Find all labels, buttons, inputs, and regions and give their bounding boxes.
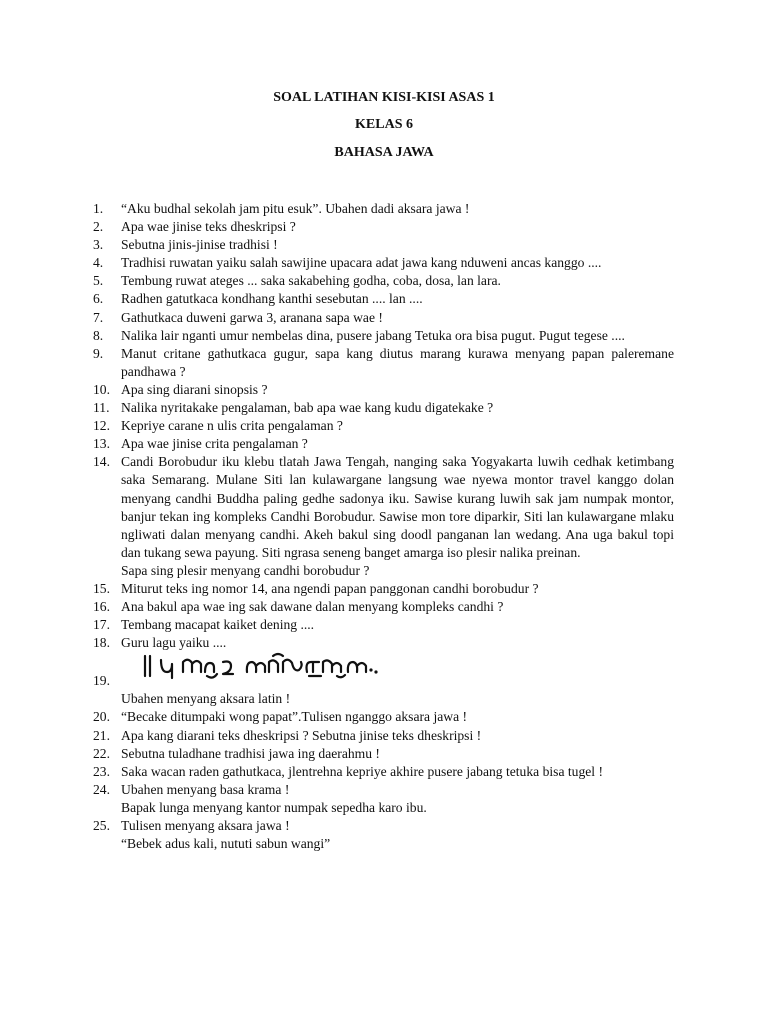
question-number: 11. <box>93 400 110 416</box>
question-item <box>93 817 674 853</box>
question-subtext: Bapak lunga menyang kantor numpak sepedha karo ibu. <box>121 799 427 815</box>
question-number: 8. <box>93 327 104 343</box>
question-text: Saka wacan raden gathutkaca, jlentrehna kepriye akhire pusere jabang tetuka bisa tugel ! <box>121 763 603 779</box>
question-number: 21. <box>93 727 110 743</box>
question-number: 20. <box>93 709 110 725</box>
question-text: Apa wae jinise crita pengalaman ? <box>121 436 308 452</box>
question-number: 4. <box>93 255 104 271</box>
question-text: Kepriye carane n ulis crita pengalaman ? <box>121 418 343 434</box>
question-text: Ana bakul apa wae ing sak dawane dalan menyang kompleks candhi ? <box>121 599 504 615</box>
question-text: Tradhisi ruwatan yaiku salah sawijine upacara adat jawa kang nduweni ancas kanggo .... <box>121 255 602 271</box>
question-text: Tembang macapat kaiket dening .... <box>121 617 315 633</box>
question-number: 6. <box>93 291 104 307</box>
question-number: 18. <box>93 635 110 651</box>
question-item <box>93 290 674 308</box>
question-text: Manut critane gathutkaca gugur, sapa kang diutus marang kurawa menyang papan paleremane pandhawa ? <box>121 345 674 379</box>
question-item <box>93 327 674 345</box>
question-number: 1. <box>93 201 104 216</box>
question-number: 22. <box>93 745 110 761</box>
document-grade: KELAS 6 <box>355 117 413 132</box>
question-number: 24. <box>93 781 110 797</box>
question-item <box>93 745 674 763</box>
question-text: Gathutkaca duweni garwa 3, aranana sapa wae ! <box>121 309 383 325</box>
question-item <box>93 781 674 817</box>
question-item <box>93 435 674 453</box>
question-item <box>93 763 674 781</box>
question-number: 12. <box>93 418 110 434</box>
question-number: 23. <box>93 763 110 779</box>
question-text: Ubahen menyang basa krama ! <box>121 781 290 797</box>
question-list <box>93 200 674 853</box>
question-number: 2. <box>93 219 104 235</box>
question-text: Apa kang diarani teks dheskripsi ? Sebutna jinise teks dheskripsi ! <box>121 727 482 743</box>
question-number: 9. <box>93 345 104 361</box>
question-number: 13. <box>93 436 110 452</box>
question-subtext: Sapa sing plesir menyang candhi borobudur ? <box>121 562 370 578</box>
document-title: SOAL LATIHAN KISI-KISI ASAS 1 <box>273 90 495 105</box>
question-item <box>93 399 674 417</box>
question-item <box>93 616 674 634</box>
question-text: “Aku budhal sekolah jam pitu esuk”. Ubahen dadi aksara jawa ! <box>121 201 470 216</box>
question-text: Sebutna tuladhane tradhisi jawa ing daerahmu ! <box>121 745 380 761</box>
question-item <box>93 580 674 598</box>
question-text: Tulisen menyang aksara jawa ! <box>121 818 290 833</box>
question-text: Nalika lair nganti umur nembelas dina, pusere jabang Tetuka ora bisa pugut. Pugut tegese .... <box>121 327 625 343</box>
question-item <box>93 236 674 254</box>
question-item <box>93 652 674 708</box>
question-text: Ubahen menyang aksara latin ! <box>121 691 291 707</box>
question-number: 15. <box>93 580 110 596</box>
question-number: 14. <box>93 454 110 470</box>
question-number: 3. <box>93 237 104 253</box>
question-number: 5. <box>93 273 104 289</box>
question-number: 17. <box>93 617 110 633</box>
question-item <box>93 254 674 272</box>
question-item <box>93 708 674 726</box>
javanese-script-image <box>141 650 381 680</box>
question-number: 10. <box>93 381 110 397</box>
question-subtext: “Bebek adus kali, nututi sabun wangi” <box>121 836 331 852</box>
question-item <box>93 309 674 327</box>
question-text: Guru lagu yaiku .... <box>121 635 227 651</box>
question-item <box>93 200 674 218</box>
question-item <box>93 345 674 381</box>
question-number: 25. <box>93 818 110 833</box>
document-subject: BAHASA JAWA <box>334 145 434 160</box>
question-item <box>93 417 674 435</box>
question-text: Nalika nyritakake pengalaman, bab apa wae kang kudu digatekake ? <box>121 400 494 416</box>
question-number: 7. <box>93 309 104 325</box>
question-text: Radhen gatutkaca kondhang kanthi sesebutan .... lan .... <box>121 291 423 307</box>
question-item <box>93 598 674 616</box>
question-item <box>93 218 674 236</box>
question-19-script-row <box>93 652 674 690</box>
question-number: 16. <box>93 599 110 615</box>
question-item <box>93 272 674 290</box>
question-text: Tembung ruwat ateges ... saka sakabehing godha, coba, dosa, lan lara. <box>121 273 501 289</box>
question-text: Sebutna jinis-jinise tradhisi ! <box>121 237 278 253</box>
question-item <box>93 381 674 399</box>
question-text: Apa sing diarani sinopsis ? <box>121 381 268 397</box>
question-text: Miturut teks ing nomor 14, ana ngendi papan panggonan candhi borobudur ? <box>121 580 539 596</box>
question-text: Candi Borobudur iku klebu tlatah Jawa Tengah, nanging saka Yogyakarta luwih cedhak ketimbang saka Semarang. Mulane Siti lan kulawargane langsung wae nyewa montor travel kanggo dolan menyang candhi Buddha paling gedhe sadonya iku. Sawise kurang luwih sak jam numpak montor, banjur tekan ing kompleks Candhi Borobudur. Sawise mon tore diparkir, Siti lan kulawargane mlaku ngliwati dalan menyang candhi. Akeh bakul sing doodl panganan lan wedang. Ana uga bakul topi dan tukang sewa payung. Siti ngrasa seneng banget amarga iso plesir nalika preinan. <box>121 454 674 560</box>
question-item <box>93 727 674 745</box>
question-text: “Becake ditumpaki wong papat”.Tulisen nganggo aksara jawa ! <box>121 709 468 725</box>
question-item <box>93 453 674 580</box>
question-number: 19. <box>93 673 110 689</box>
question-text: Apa wae jinise teks dheskripsi ? <box>121 219 296 235</box>
